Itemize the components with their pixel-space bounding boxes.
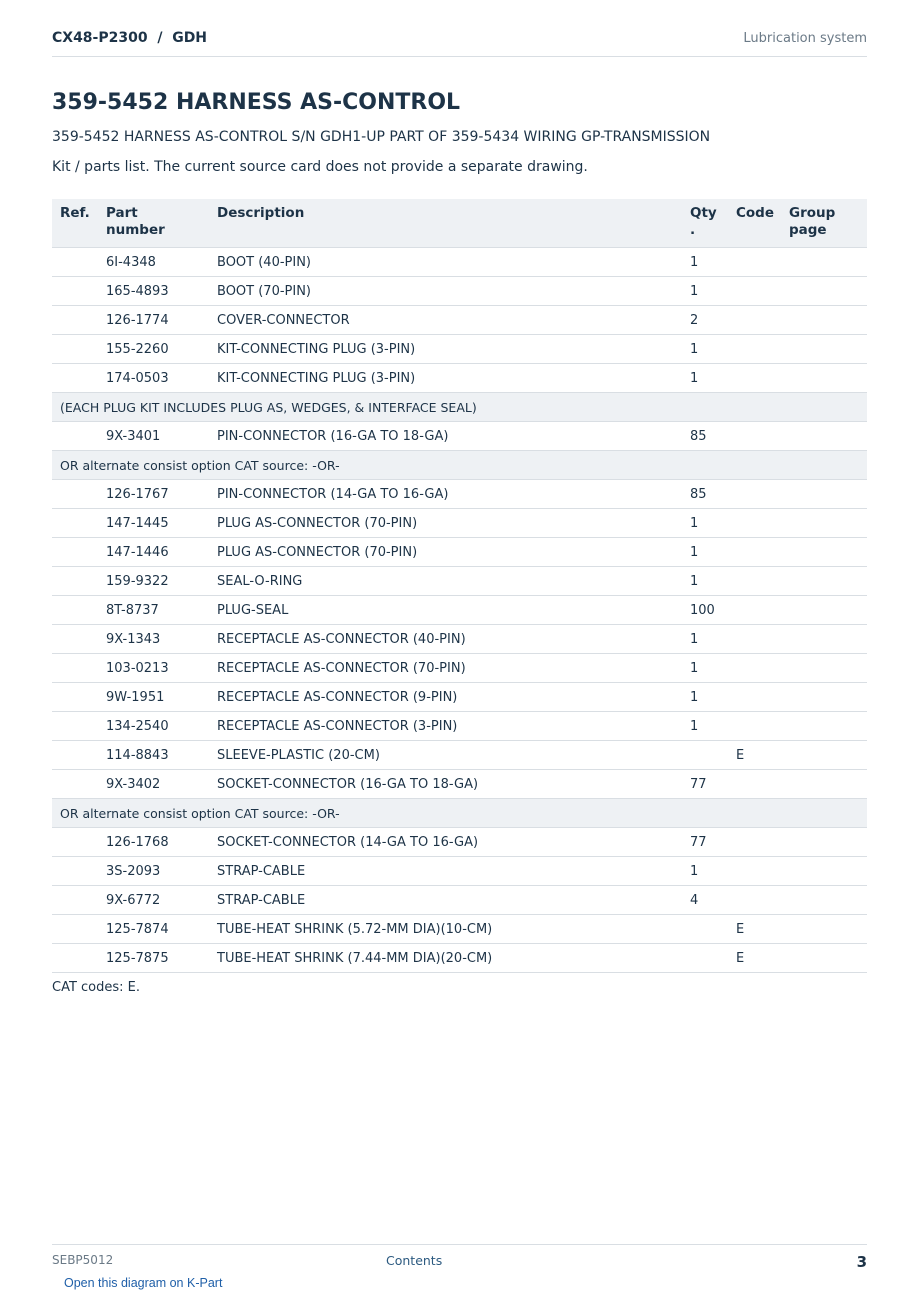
breadcrumb: CX48-P2300 / GDH (52, 30, 208, 46)
code-cell (728, 886, 781, 915)
column-header-qty: Qty . (682, 199, 728, 248)
table-row (52, 712, 867, 741)
code-cell (728, 567, 781, 596)
qty-cell: 1 (682, 625, 728, 654)
part-number-cell: 126-1774 (98, 306, 209, 335)
qty-cell: 1 (682, 509, 728, 538)
qty-cell: 1 (682, 538, 728, 567)
qty-cell: 77 (682, 828, 728, 857)
table-row (52, 422, 867, 451)
table-row (52, 857, 867, 886)
source-note: Kit / parts list. The current source card does not provide a separate drawing. (52, 159, 588, 175)
part-number-cell: 174-0503 (98, 364, 209, 393)
qty-cell: 85 (682, 422, 728, 451)
group-page-cell (781, 248, 867, 277)
ref-cell (52, 422, 98, 451)
table-row (52, 886, 867, 915)
code-cell (728, 306, 781, 335)
table-row (52, 625, 867, 654)
table-row (52, 915, 867, 944)
code-cell (728, 712, 781, 741)
description-cell: RECEPTACLE AS-CONNECTOR (9-PIN) (209, 683, 682, 712)
column-header-part-number: Part number (98, 199, 209, 248)
qty-cell (682, 741, 728, 770)
description-cell: RECEPTACLE AS-CONNECTOR (40-PIN) (209, 625, 682, 654)
description-cell: BOOT (40-PIN) (209, 248, 682, 277)
code-cell (728, 480, 781, 509)
table-note-row (52, 451, 867, 480)
code-cell (728, 335, 781, 364)
table-row (52, 567, 867, 596)
ref-cell (52, 625, 98, 654)
group-page-cell (781, 335, 867, 364)
group-page-cell (781, 915, 867, 944)
table-row (52, 538, 867, 567)
ref-cell (52, 770, 98, 799)
code-cell: E (728, 944, 781, 973)
table-row (52, 654, 867, 683)
ref-cell (52, 828, 98, 857)
page-header (52, 28, 867, 57)
part-number-cell: 134-2540 (98, 712, 209, 741)
ref-cell (52, 857, 98, 886)
description-cell: TUBE-HEAT SHRINK (7.44-MM DIA)(20-CM) (209, 944, 682, 973)
page-number: 3 (856, 1253, 867, 1271)
part-number-cell: 9X-3402 (98, 770, 209, 799)
part-number-cell: 155-2260 (98, 335, 209, 364)
qty-cell: 77 (682, 770, 728, 799)
group-page-cell (781, 654, 867, 683)
description-cell: BOOT (70-PIN) (209, 277, 682, 306)
qty-cell: 4 (682, 886, 728, 915)
group-page-cell (781, 364, 867, 393)
ref-cell (52, 654, 98, 683)
part-number-cell: 8T-8737 (98, 596, 209, 625)
part-number-cell: 114-8843 (98, 741, 209, 770)
qty-cell: 1 (682, 857, 728, 886)
ref-cell (52, 306, 98, 335)
ref-cell (52, 886, 98, 915)
group-page-cell (781, 306, 867, 335)
column-header-code: Code (728, 199, 781, 248)
description-cell: PIN-CONNECTOR (16-GA TO 18-GA) (209, 422, 682, 451)
part-number-cell: 3S-2093 (98, 857, 209, 886)
part-number-cell: 9X-3401 (98, 422, 209, 451)
table-row (52, 828, 867, 857)
ref-cell (52, 480, 98, 509)
description-cell: PLUG AS-CONNECTOR (70-PIN) (209, 509, 682, 538)
description-cell: RECEPTACLE AS-CONNECTOR (70-PIN) (209, 654, 682, 683)
cat-codes-note: CAT codes: E. (52, 980, 141, 995)
qty-cell: 1 (682, 364, 728, 393)
ref-cell (52, 364, 98, 393)
group-page-cell (781, 712, 867, 741)
table-note-row (52, 393, 867, 422)
qty-cell: 1 (682, 277, 728, 306)
code-cell (728, 364, 781, 393)
description-cell: SLEEVE-PLASTIC (20-CM) (209, 741, 682, 770)
open-k-part-link[interactable]: Open this diagram on K-Part (64, 1276, 223, 1290)
code-cell (728, 248, 781, 277)
part-number-cell: 9X-6772 (98, 886, 209, 915)
section-name: Lubrication system (743, 31, 867, 46)
qty-cell (682, 915, 728, 944)
code-cell (728, 683, 781, 712)
qty-cell: 100 (682, 596, 728, 625)
code-cell: E (728, 915, 781, 944)
description-cell: PLUG AS-CONNECTOR (70-PIN) (209, 538, 682, 567)
table-header-row (52, 199, 867, 248)
parts-table-body (52, 248, 867, 973)
code-cell (728, 277, 781, 306)
group-page-cell (781, 770, 867, 799)
code-cell (728, 770, 781, 799)
qty-cell: 1 (682, 248, 728, 277)
part-number-cell: 165-4893 (98, 277, 209, 306)
page-title: 359-5452 HARNESS AS-CONTROL (52, 90, 461, 115)
ref-cell (52, 538, 98, 567)
code-cell (728, 857, 781, 886)
description-cell: SEAL-O-RING (209, 567, 682, 596)
ref-cell (52, 741, 98, 770)
group-page-cell (781, 741, 867, 770)
ref-cell (52, 944, 98, 973)
group-page-cell (781, 683, 867, 712)
code-cell (728, 422, 781, 451)
qty-cell: 1 (682, 567, 728, 596)
qty-cell: 1 (682, 683, 728, 712)
description-cell: TUBE-HEAT SHRINK (5.72-MM DIA)(10-CM) (209, 915, 682, 944)
ref-cell (52, 915, 98, 944)
table-note-text: OR alternate consist option CAT source: -OR- (52, 451, 867, 480)
parts-table (52, 199, 867, 973)
code-cell: E (728, 741, 781, 770)
part-number-cell: 9W-1951 (98, 683, 209, 712)
part-number-cell: 125-7875 (98, 944, 209, 973)
group-page-cell (781, 480, 867, 509)
code-cell (728, 509, 781, 538)
group-page-cell (781, 596, 867, 625)
table-row (52, 306, 867, 335)
group-page-cell (781, 422, 867, 451)
ref-cell (52, 683, 98, 712)
code-cell (728, 538, 781, 567)
qty-cell: 1 (682, 712, 728, 741)
ref-cell (52, 712, 98, 741)
description-cell: KIT-CONNECTING PLUG (3-PIN) (209, 335, 682, 364)
contents-link[interactable]: Contents (386, 1253, 443, 1268)
part-number-cell: 147-1446 (98, 538, 209, 567)
description-cell: SOCKET-CONNECTOR (14-GA TO 16-GA) (209, 828, 682, 857)
description-cell: COVER-CONNECTOR (209, 306, 682, 335)
part-number-cell: 159-9322 (98, 567, 209, 596)
table-row (52, 364, 867, 393)
table-note-text: (EACH PLUG KIT INCLUDES PLUG AS, WEDGES, & INTERFACE SEAL) (52, 393, 867, 422)
description-cell: PLUG-SEAL (209, 596, 682, 625)
part-number-cell: 147-1445 (98, 509, 209, 538)
description-cell: SOCKET-CONNECTOR (16-GA TO 18-GA) (209, 770, 682, 799)
table-row (52, 596, 867, 625)
table-row (52, 335, 867, 364)
table-row (52, 509, 867, 538)
description-cell: KIT-CONNECTING PLUG (3-PIN) (209, 364, 682, 393)
table-row (52, 944, 867, 973)
group-page-cell (781, 567, 867, 596)
part-number-cell: 125-7874 (98, 915, 209, 944)
column-header-group-page: Group page (781, 199, 867, 248)
column-header-description: Description (209, 199, 682, 248)
group-page-cell (781, 509, 867, 538)
table-row (52, 683, 867, 712)
group-page-cell (781, 277, 867, 306)
table-row (52, 277, 867, 306)
part-number-cell: 6I-4348 (98, 248, 209, 277)
description-cell: PIN-CONNECTOR (14-GA TO 16-GA) (209, 480, 682, 509)
page-subtitle: 359-5452 HARNESS AS-CONTROL S/N GDH1-UP PART OF 359-5434 WIRING GP-TRANSMISSION (52, 129, 711, 145)
group-page-cell (781, 625, 867, 654)
column-header-ref: Ref. (52, 199, 98, 248)
qty-cell: 85 (682, 480, 728, 509)
document-number: SEBP5012 (52, 1253, 114, 1267)
table-row (52, 248, 867, 277)
group-page-cell (781, 828, 867, 857)
table-note-row (52, 799, 867, 828)
ref-cell (52, 596, 98, 625)
ref-cell (52, 509, 98, 538)
page-footer (52, 1244, 867, 1275)
code-cell (728, 625, 781, 654)
group-page-cell (781, 538, 867, 567)
qty-cell: 1 (682, 335, 728, 364)
ref-cell (52, 335, 98, 364)
group-page-cell (781, 857, 867, 886)
table-row (52, 741, 867, 770)
ref-cell (52, 248, 98, 277)
code-cell (728, 828, 781, 857)
part-number-cell: 126-1768 (98, 828, 209, 857)
qty-cell: 2 (682, 306, 728, 335)
part-number-cell: 126-1767 (98, 480, 209, 509)
ref-cell (52, 567, 98, 596)
code-cell (728, 596, 781, 625)
group-page-cell (781, 886, 867, 915)
table-note-text: OR alternate consist option CAT source: -OR- (52, 799, 867, 828)
description-cell: STRAP-CABLE (209, 886, 682, 915)
ref-cell (52, 277, 98, 306)
table-row (52, 480, 867, 509)
description-cell: RECEPTACLE AS-CONNECTOR (3-PIN) (209, 712, 682, 741)
qty-cell (682, 944, 728, 973)
table-row (52, 770, 867, 799)
description-cell: STRAP-CABLE (209, 857, 682, 886)
code-cell (728, 654, 781, 683)
group-page-cell (781, 944, 867, 973)
qty-cell: 1 (682, 654, 728, 683)
part-number-cell: 103-0213 (98, 654, 209, 683)
part-number-cell: 9X-1343 (98, 625, 209, 654)
